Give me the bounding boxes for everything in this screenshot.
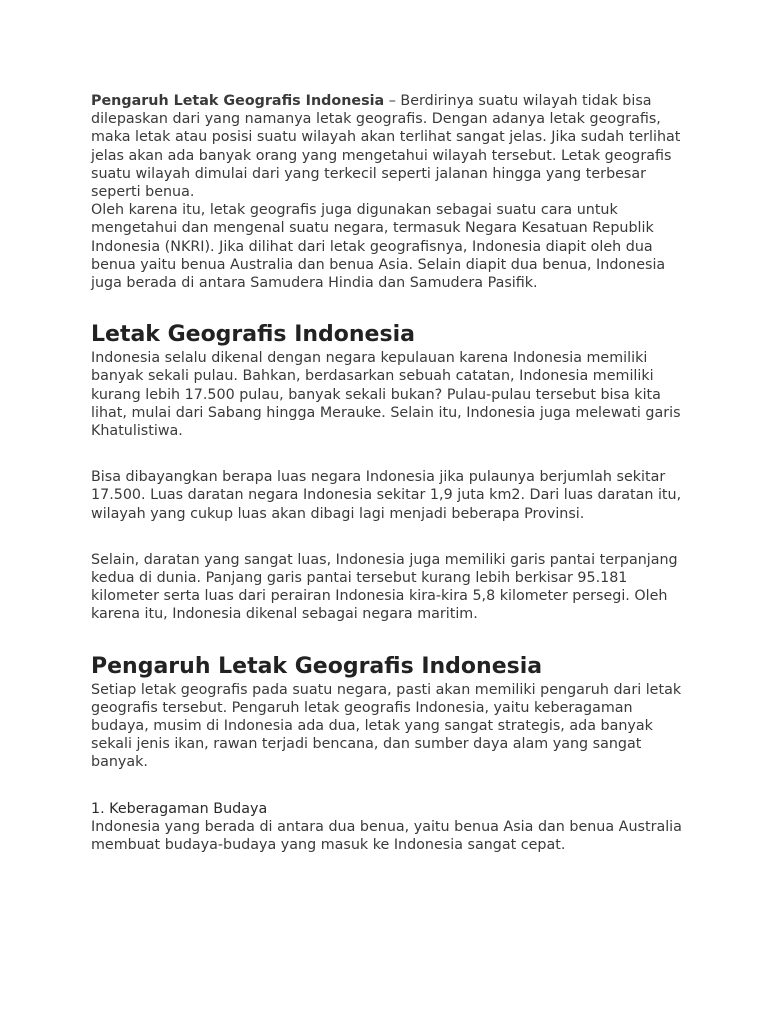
section2-paragraph: Setiap letak geografis pada suatu negara, pasti akan memiliki pengaruh dari letak geografis tersebut. Pengaruh letak geografis Indonesia, yaitu keberagaman budaya, musim di Indonesia ada dua, letak yang sangat strategis, ada banyak sekali jenis ikan, rawan terjadi bencana, dan sumber daya alam yang sangat banyak. bbox=[91, 681, 682, 771]
intro-text: – Berdirinya suatu wilayah tidak bisa dilepaskan dari yang namanya letak geografis. Dengan adanya letak geografis, maka letak atau posisi suatu wilayah akan terlihat sangat jelas. Jika sudah terlihat jelas akan ada banyak orang yang mengetahui wilayah tersebut. Letak geografis suatu wilayah dimulai dari yang terkecil seperti jalanan hingga yang terbesar seperti benua. bbox=[91, 93, 681, 201]
intro-paragraph-2: Oleh karena itu, letak geografis juga digunakan sebagai suatu cara untuk mengetahui dan mengenal suatu negara, termasuk Negara Kesatuan Republik Indonesia (NKRI). Jika dilihat dari letak geografisnya, Indonesia diapit oleh dua benua yaitu benua Australia dan benua Asia. Selain diapit dua benua, Indonesia juga berada di antara Samudera Hindia dan Samudera Pasifik. bbox=[91, 202, 666, 292]
section1-paragraph-1: Indonesia selalu dikenal dengan negara kepulauan karena Indonesia memiliki banyak sekali pulau. Bahkan, berdasarkan sebuah catatan, Indonesia memiliki kurang lebih 17.500 pulau, banyak sekali bukan? Pulau-pulau tersebut bisa kita lihat, mulai dari Sabang hingga Merauke. Selain itu, Indonesia juga melewati garis Khatulistiwa. bbox=[91, 350, 681, 440]
intro-bold-title: Pengaruh Letak Geografis Indonesia bbox=[91, 93, 385, 109]
section1-paragraph-3: Selain, daratan yang sangat luas, Indonesia juga memiliki garis pantai terpanjang kedua di dunia. Panjang garis pantai tersebut kurang lebih berkisar 95.181 kilometer serta luas dari perairan Indonesia kira-kira 5,8 kilometer persegi. Oleh karena itu, Indonesia dikenal sebagai negara maritim. bbox=[91, 551, 678, 623]
list-item-text: Indonesia yang berada di antara dua benua, yaitu benua Asia dan benua Australia membuat budaya-budaya yang masuk ke Indonesia sangat cepat. bbox=[91, 818, 682, 854]
section-heading-pengaruh: Pengaruh Letak Geografis Indonesia bbox=[91, 653, 543, 679]
document-page bbox=[91, 92, 691, 854]
intro-paragraph bbox=[91, 92, 691, 201]
section1-paragraph-2: Bisa dibayangkan berapa luas negara Indonesia jika pulaunya berjumlah sekitar 17.500. Luas daratan negara Indonesia sekitar 1,9 juta km2. Dari luas daratan itu, wilayah yang cukup luas akan dibagi lagi menjadi beberapa Provinsi. bbox=[91, 469, 682, 522]
section-heading-letak: Letak Geografis Indonesia bbox=[91, 322, 415, 348]
list-item-title: 1. Keberagaman Budaya bbox=[91, 800, 268, 817]
